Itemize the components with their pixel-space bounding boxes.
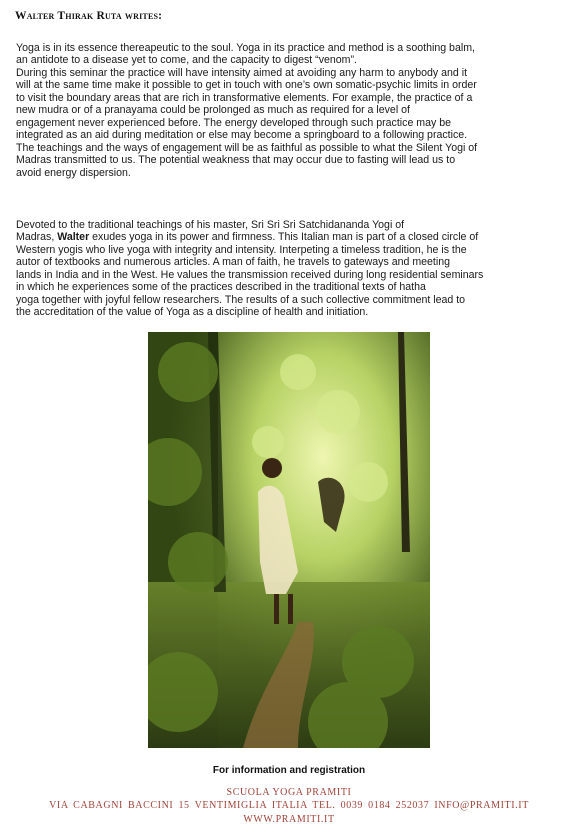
text-line: avoid energy dispersion. [16,166,131,179]
text-line: engagement never experienced before. The energy developed through such practice may be [16,116,452,129]
forest-path-photo [148,332,430,748]
teacher-name-bold: Walter [57,231,90,244]
text-line: During this seminar the practice will have intensity aimed at avoiding any harm to anybody and it [16,66,468,79]
text-line: autor of textbooks and numerous articles. A man of faith, he travels to gateways and meeting [16,256,451,269]
text-fragment: exudes yoga in its power and firmness. This Italian man is part of a closed circle of [89,231,479,244]
text-line: The teachings and the ways of engagement will be as faithful as possible to what the Silent Yogi of [16,141,478,154]
text-line: Yoga is in its essence thereapeutic to the soul. Yoga in its practice and method is a soothing balm, [16,42,475,54]
text-fragment: Madras, [16,231,58,244]
school-name: SCUOLA YOGA PRAMITI [226,787,352,798]
text-line: yoga together with joyful fellow researchers. The results of a such collective commitment lead to [16,293,466,306]
teacher-biography [16,219,564,319]
seminar-description [16,42,564,179]
text-line [16,231,564,243]
text-line: Madras transmitted to us. The potential weakness that may occur due to fasting will lead us to [16,154,456,167]
information-heading: For information and registration [212,765,366,776]
text-line: to visit the boundary areas that are rich in transformative elements. For example, the practice of a [16,91,473,104]
text-line: integrated as an aid during meditation or else may become a springboard to a following practice. [16,129,468,142]
contact-address: VIA CABAGNI BACCINI 15 VENTIMIGLIA ITALIA TEL. 0039 0184 252037 INFO@PRAMITI.IT [49,800,529,811]
text-line: Devoted to the traditional teachings of his master, Sri Sri Sri Satchidananda Yogi of [16,219,405,231]
author-heading: Walter Thirak Ruta writes: [15,10,163,22]
text-line: in which he experiences some of the practices described in the traditional texts of hatha [16,281,426,294]
text-line: the accreditation of the value of Yoga as a discipline of health and initiation. [16,306,369,319]
text-line: an antidote to a disease yet to come, and the capacity to digest “venom”. [16,54,357,67]
website-url: WWW.PRAMITI.IT [243,814,335,825]
text-line: Western yogis who live yoga with integrity and intensity. Interpeting a timeless tradition, he is the [16,243,467,256]
text-line: will at the same time make it possible to get in touch with one’s own somatic-psychic limits in order [16,79,477,92]
text-line: new mudra or of a pranayama could be prolonged as much as required for a level of [16,104,410,117]
text-line: lands in India and in the West. He values the transmission received during long residential seminars [16,268,484,281]
